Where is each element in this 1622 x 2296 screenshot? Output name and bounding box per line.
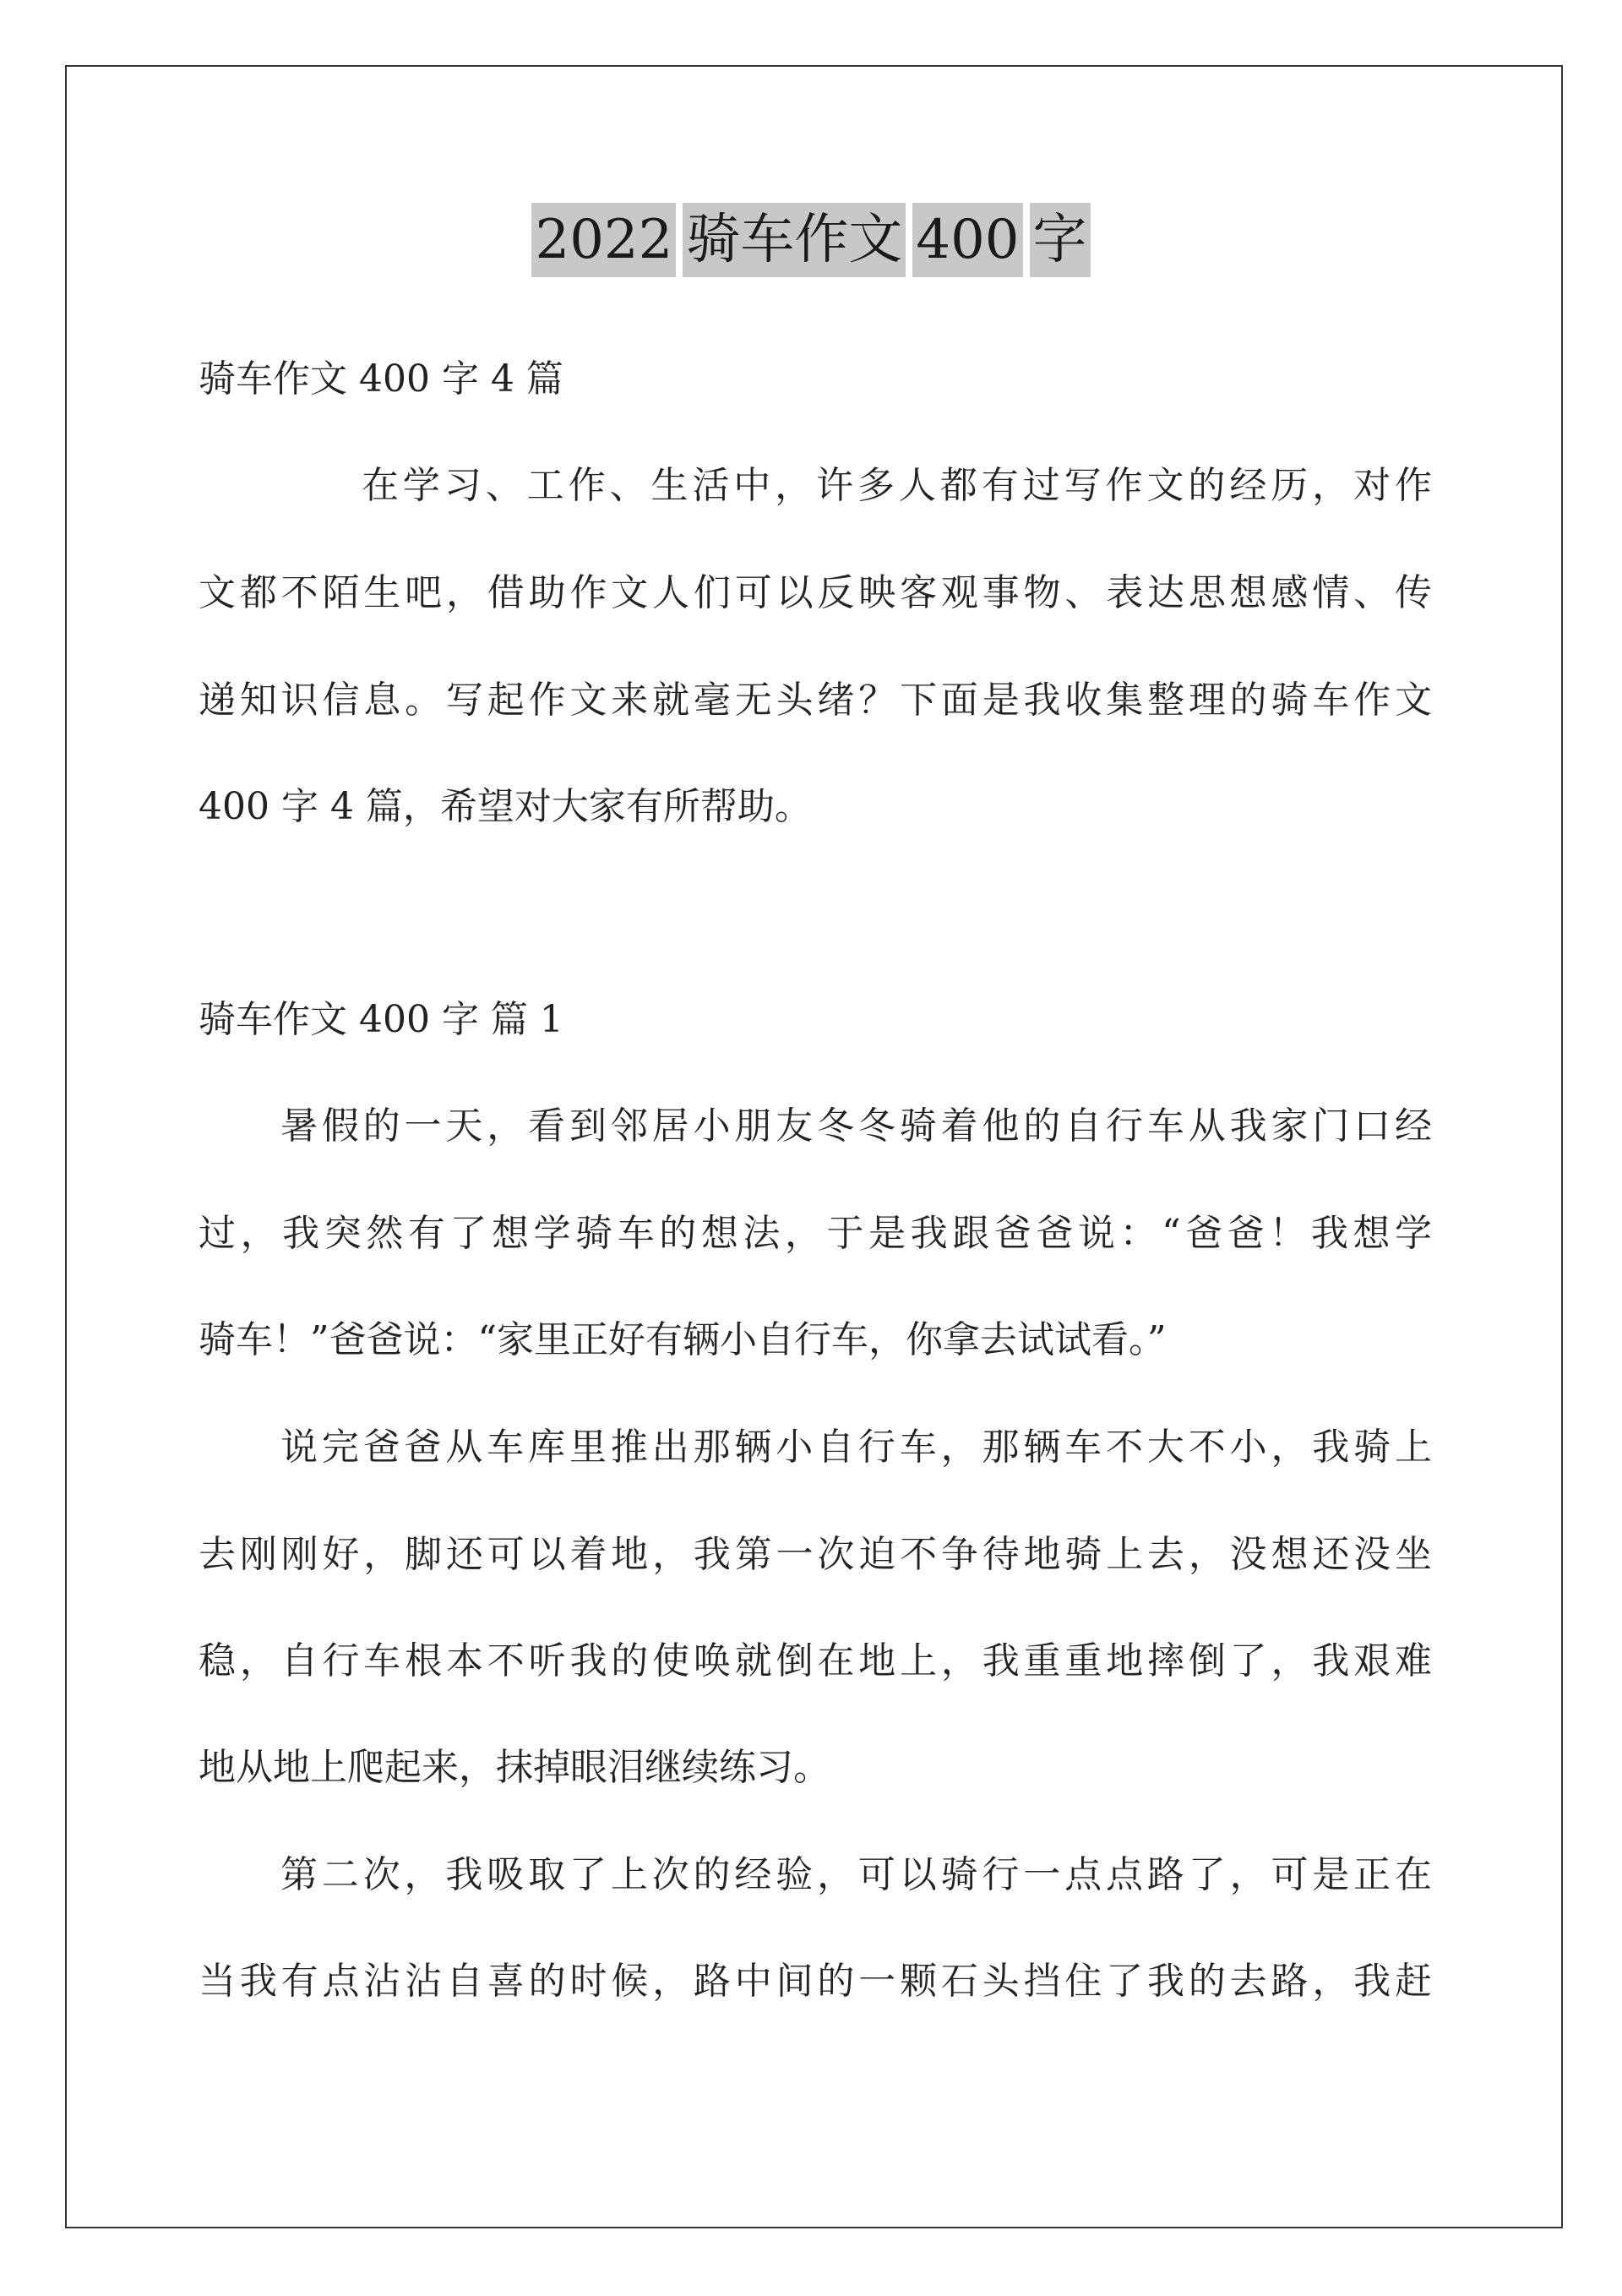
title-segment-unit: 字 xyxy=(1030,203,1091,277)
intro-paragraph-line: 400 字 4 篇，希望对大家有所帮助。 xyxy=(199,785,812,828)
section-1-line: 骑车！”爸爸说：“家里正好有辆小自行车，你拿去试试看。” xyxy=(199,1318,1167,1361)
title-segment-year: 2022 xyxy=(531,203,676,277)
section-1-line: 去刚刚好，脚还可以着地，我第一次迫不争待地骑上去，没想还没坐 xyxy=(199,1533,1432,1576)
intro-heading: 骑车作文 400 字 4 篇 xyxy=(199,357,563,401)
section-1-line: 稳，自行车根本不听我的使唤就倒在地上，我重重地摔倒了，我艰难 xyxy=(199,1639,1432,1682)
intro-paragraph-line: 在学习、工作、生活中，许多人都有过写作文的经历，对作 xyxy=(362,464,1432,507)
section-1-line: 地从地上爬起来，抹掉眼泪继续练习。 xyxy=(199,1746,830,1789)
intro-paragraph-line: 文都不陌生吧，借助作文人们可以反映客观事物、表达思想感情、传 xyxy=(199,571,1432,614)
section-1-line: 第二次，我吸取了上次的经验，可以骑行一点点路了，可是正在 xyxy=(280,1853,1432,1896)
document-title xyxy=(0,203,1622,277)
intro-paragraph-line: 递知识信息。写起作文来就毫无头绪？下面是我收集整理的骑车作文 xyxy=(199,679,1432,722)
section-1-line: 过，我突然有了想学骑车的想法，于是我跟爸爸说：“爸爸！我想学 xyxy=(199,1212,1432,1255)
section-1-line: 说完爸爸从车库里推出那辆小自行车，那辆车不大不小，我骑上 xyxy=(280,1426,1432,1469)
section-1-line: 暑假的一天，看到邻居小朋友冬冬骑着他的自行车从我家门口经 xyxy=(280,1104,1432,1148)
section-1-heading: 骑车作文 400 字 篇 1 xyxy=(199,998,563,1041)
title-segment-count: 400 xyxy=(912,203,1022,277)
title-segment-subject: 骑车作文 xyxy=(683,203,906,277)
section-1-line: 当我有点沾沾自喜的时候，路中间的一颗石头挡住了我的去路，我赶 xyxy=(199,1960,1432,2003)
